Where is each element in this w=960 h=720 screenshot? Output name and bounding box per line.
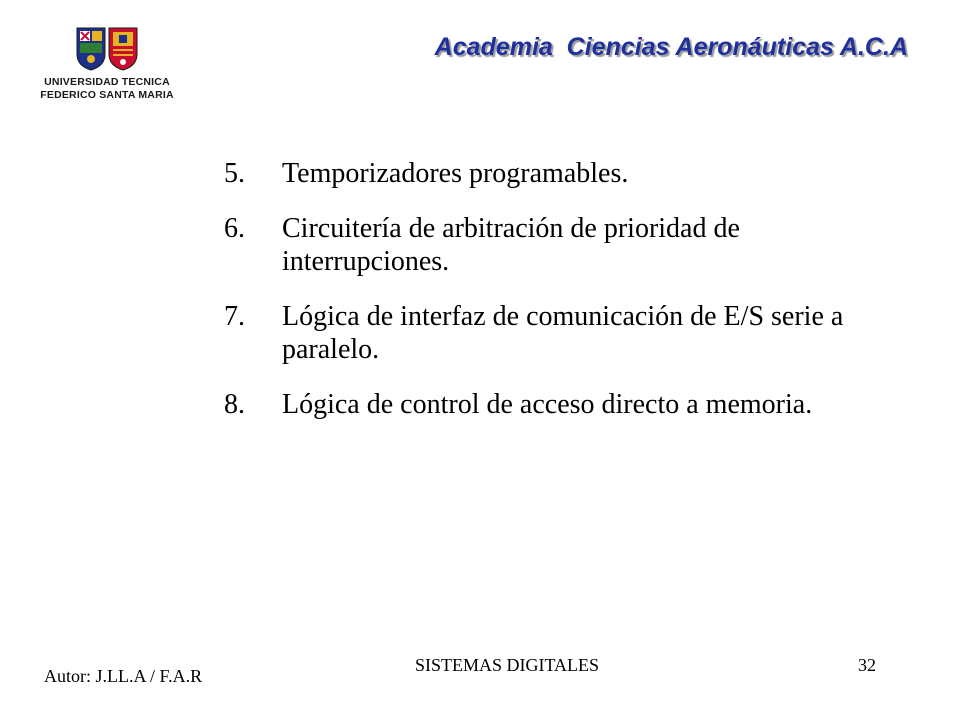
list-item-number: 5. [224,158,245,189]
content-list [224,157,864,443]
university-logo [36,26,178,102]
list-item-text: Lógica de interfaz de comunicación de E/S serie a paralelo. [282,301,844,365]
list-item-text: Circuitería de arbitración de prioridad de interrupciones. [282,213,740,277]
list-item-text: Lógica de control de acceso directo a memoria. [282,389,813,420]
list-item [224,157,864,190]
header-title: Academia Ciencias Aeronáuticas A.C.A [434,33,908,61]
list-item-number: 8. [224,389,245,420]
list-item-text: Temporizadores programables. [282,158,629,189]
page-number: 32 [858,655,876,675]
list-item [224,212,864,278]
footer-author: Autor: J.LL.A / F.A.R [44,666,203,686]
logo-text-line-2: FEDERICO SANTA MARIA [40,89,174,101]
list-item-number: 7. [224,301,245,332]
list-item [224,300,864,366]
list-item-number: 6. [224,213,245,244]
university-crest-icon [74,26,140,72]
list-item [224,388,864,421]
footer-course-title: SISTEMAS DIGITALES [415,655,600,675]
logo-text-line-1: UNIVERSIDAD TECNICA [44,76,170,88]
